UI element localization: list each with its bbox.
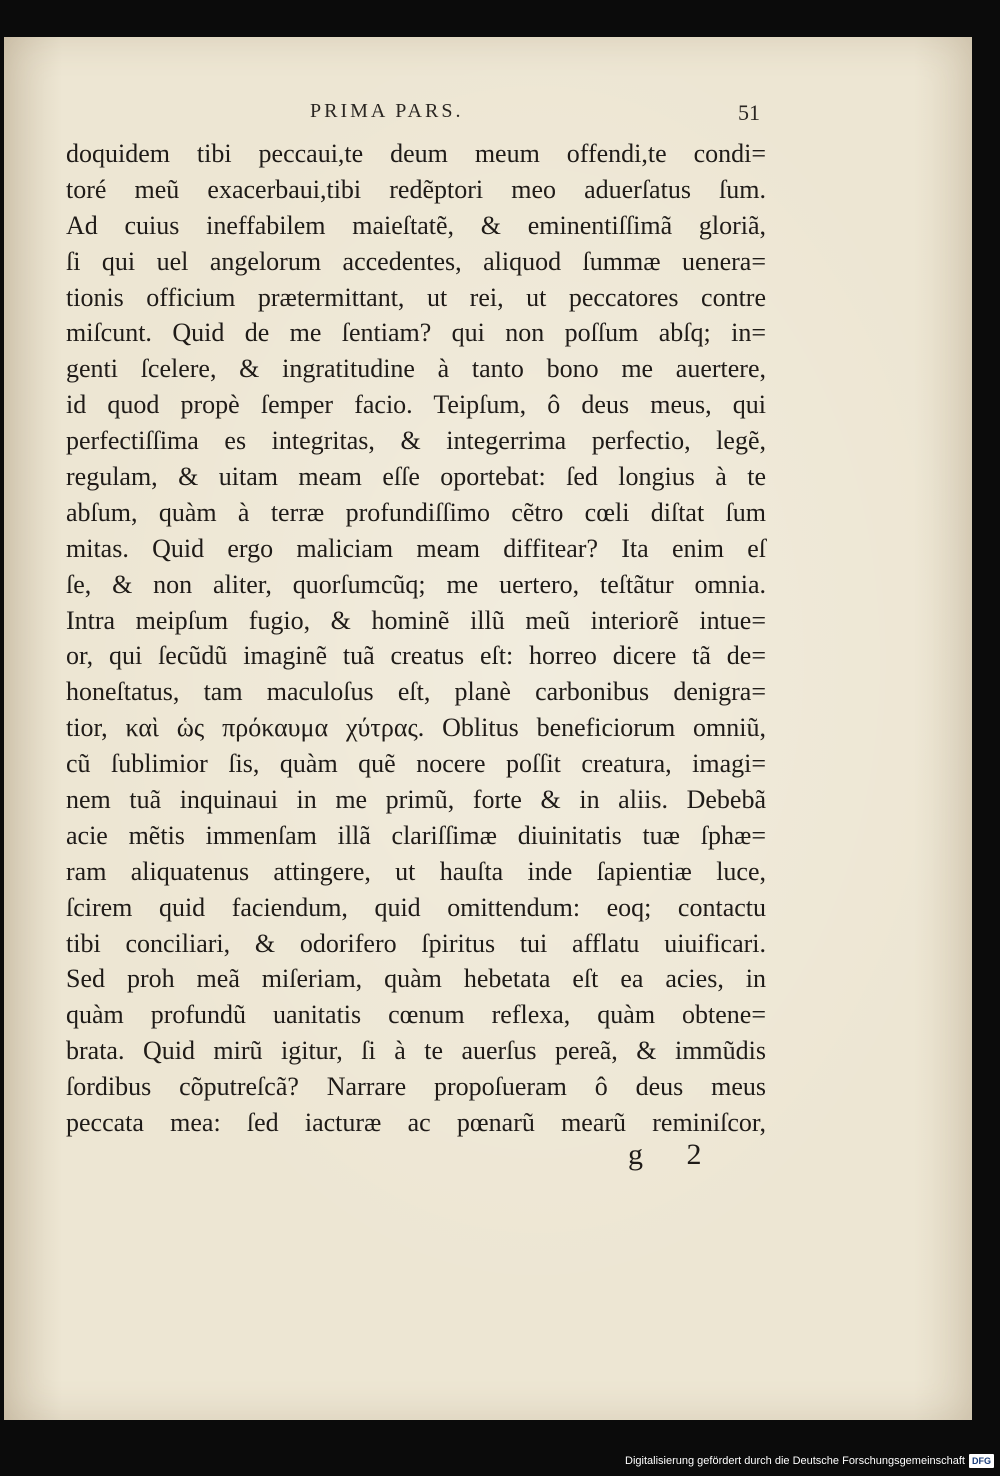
text-line: tibi conciliari, & odorifero ſpiritus tui afflatu uiuificari. [66,928,766,958]
dfg-logo: DFG [969,1454,994,1468]
text-line: ram aliquatenus attingere, ut hauſta inde ſapientiæ luce, [66,856,766,886]
text-line: tionis officium prætermittant, ut rei, ut peccatores contre [66,282,766,312]
text-line: Ad cuius ineffabilem maieſtatẽ, & eminentiſſimã gloriã, [66,210,766,240]
page-header [0,100,1000,130]
text-line: cũ ſublimior ſis, quàm quẽ nocere poſſit creatura, imagi= [66,749,766,779]
text-line: honeſtatus, tam maculoſus eſt, planè carbonibus denigra= [66,677,766,707]
text-line: ſcirem quid faciendum, quid omittendum: eoq; contactu [66,892,766,922]
text-line: perfectiſſima es integritas, & integerrima perfectio, legẽ, [66,426,766,456]
text-line: miſcunt. Quid de me ſentiam? qui non poſſum abſq; in= [66,318,766,348]
text-line: doquidem tibi peccaui,te deum meum offendi,te condi= [66,139,766,168]
text-line: tior, καὶ ὡς πρόκαυμα χύτρας. Oblitus beneficiorum omniũ, [66,713,766,743]
digitization-footer [625,1452,994,1470]
funding-credit: Digitalisierung gefördert durch die Deutsche Forschungsgemeinschaft [625,1455,965,1467]
text-line: ſe, & non aliter, quorſumcũq; me uertero, teſtãtur omnia. [66,569,766,599]
text-line: abſum, quàm à terræ profundiſſimo cẽtro cœli diſtat ſum [66,497,766,527]
text-line: or, qui ſecũdũ imaginẽ tuã creatus eſt: horreo dicere tã de= [66,641,766,671]
text-line: ſordibus cõputreſcã? Narrare propoſueram ô deus meus [66,1072,766,1102]
text-line: Sed proh meã miſeriam, quàm hebetata eſt ea acies, in [66,964,766,994]
text-line: id quod propè ſemper facio. Teipſum, ô deus meus, qui [66,390,766,420]
text-line: toré meũ exacerbaui,tibi redẽptori meo aduerſatus ſum. [66,174,766,204]
text-line: acie mẽtis immenſam illã clariſſimæ diuinitatis tuæ ſphæ= [66,820,766,850]
running-head: PRIMA PARS. [310,100,464,122]
signature-mark: g 2 [628,1138,720,1171]
text-line: peccata mea: ſed iacturæ ac pœnarũ mearũ reminiſcor, [66,1108,766,1138]
text-line: brata. Quid mirũ igitur, ſi à te auerſus pereã, & immũdis [66,1036,766,1066]
text-line: ſi qui uel angelorum accedentes, aliquod ſummæ uenera= [66,246,766,276]
text-line: Intra meipſum fugio, & hominẽ illũ meũ interiorẽ intue= [66,605,766,635]
text-line: nem tuã inquinaui in me primũ, forte & in aliis. Debebã [66,785,766,815]
text-line: genti ſcelere, & ingratitudine à tanto bono me auertere, [66,354,766,384]
page-number: 51 [738,100,760,125]
text-line: quàm profundũ uanitatis cœnum reflexa, quàm obtene= [66,1000,766,1030]
text-line: mitas. Quid ergo maliciam meam diffitear? Ita enim eſ [66,533,766,563]
body-text [66,136,766,1141]
text-line: regulam, & uitam meam eſſe oportebat: ſed longius à te [66,462,766,492]
